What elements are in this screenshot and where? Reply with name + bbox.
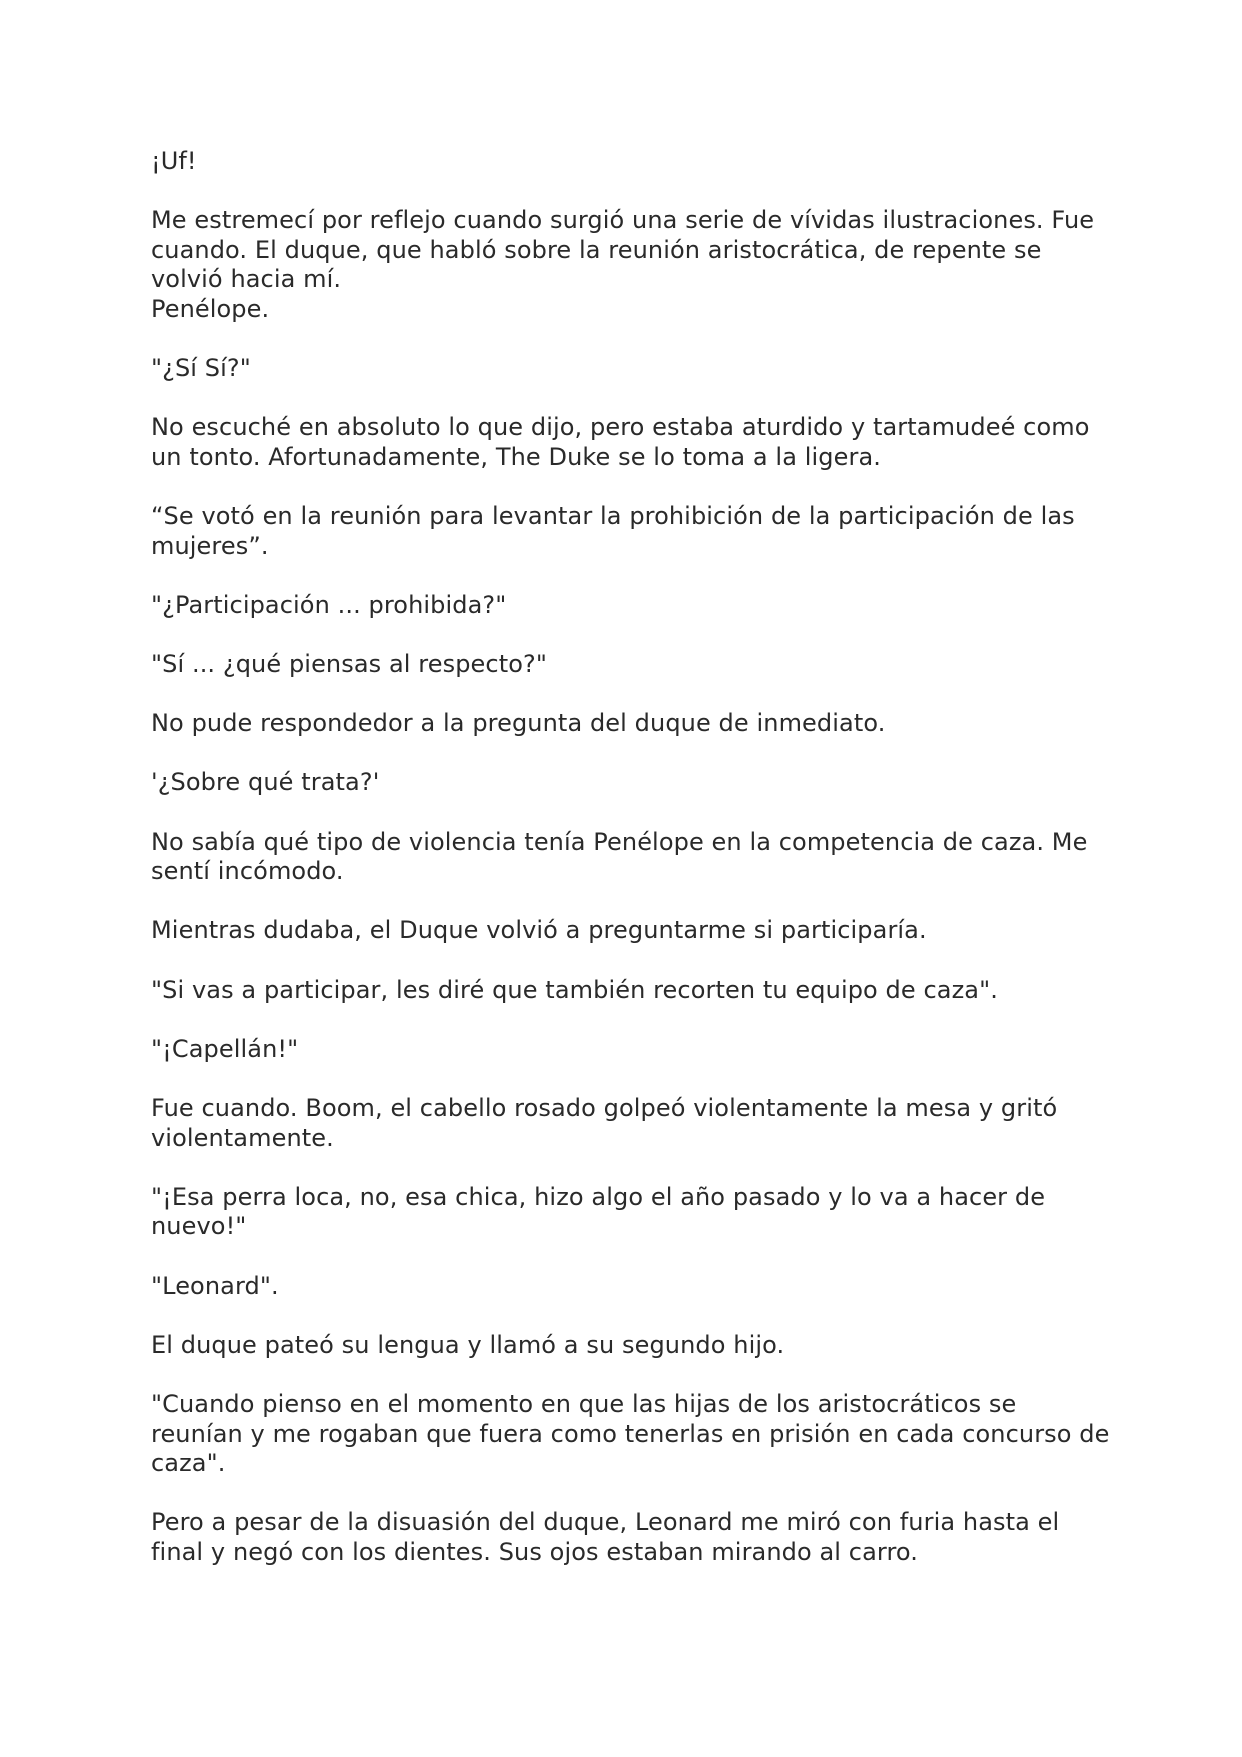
paragraph: Fue cuando. Boom, el cabello rosado golpeó violentamente la mesa y gritó violentamente. bbox=[151, 1094, 1058, 1152]
paragraph: "¡Esa perra loca, no, esa chica, hizo algo el año pasado y lo va a hacer de nuevo!" bbox=[151, 1182, 1046, 1241]
document-body bbox=[151, 147, 1111, 1597]
paragraph: Penélope. bbox=[151, 294, 270, 323]
paragraph: "¿Participación ... prohibida?" bbox=[151, 590, 507, 619]
paragraph: No escuché en absoluto lo que dijo, pero estaba aturdido y tartamudeé como un tonto. Afortunadamente, The Duke se lo toma a la ligera. bbox=[151, 413, 1090, 471]
paragraph: Mientras dudaba, el Duque volvió a preguntarme si participaría. bbox=[151, 916, 927, 945]
paragraph: Me estremecí por reflejo cuando surgió una serie de vívidas ilustraciones. Fue cuando. El duque, que habló sobre la reunión aristocrática, de repente se volvió hacia mí. bbox=[151, 206, 1095, 294]
paragraph: '¿Sobre qué trata?' bbox=[151, 768, 380, 797]
paragraph: “Se votó en la reunión para levantar la prohibición de la participación de las mujeres”. bbox=[151, 502, 1075, 560]
paragraph: Pero a pesar de la disuasión del duque, Leonard me miró con furia hasta el final y negó con los dientes. Sus ojos estaban mirando al carro. bbox=[151, 1508, 1060, 1566]
paragraph: ¡Uf! bbox=[151, 147, 197, 175]
paragraph: "Leonard". bbox=[151, 1271, 279, 1300]
paragraph: No sabía qué tipo de violencia tenía Penélope en la competencia de caza. Me sentí incómodo. bbox=[151, 827, 1088, 886]
paragraph: No pude respondedor a la pregunta del duque de inmediato. bbox=[151, 709, 886, 738]
paragraph: "Si vas a participar, les diré que también recorten tu equipo de caza". bbox=[151, 975, 998, 1004]
paragraph: El duque pateó su lengua y llamó a su segundo hijo. bbox=[151, 1330, 785, 1359]
paragraph: "Sí ... ¿qué piensas al respecto?" bbox=[151, 650, 547, 679]
paragraph: "Cuando pienso en el momento en que las hijas de los aristocráticos se reunían y me rogaban que fuera como tenerlas en prisión en cada concurso de caza". bbox=[151, 1389, 1110, 1478]
paragraph: "¡Capellán!" bbox=[151, 1034, 299, 1063]
paragraph: "¿Sí Sí?" bbox=[151, 354, 251, 383]
